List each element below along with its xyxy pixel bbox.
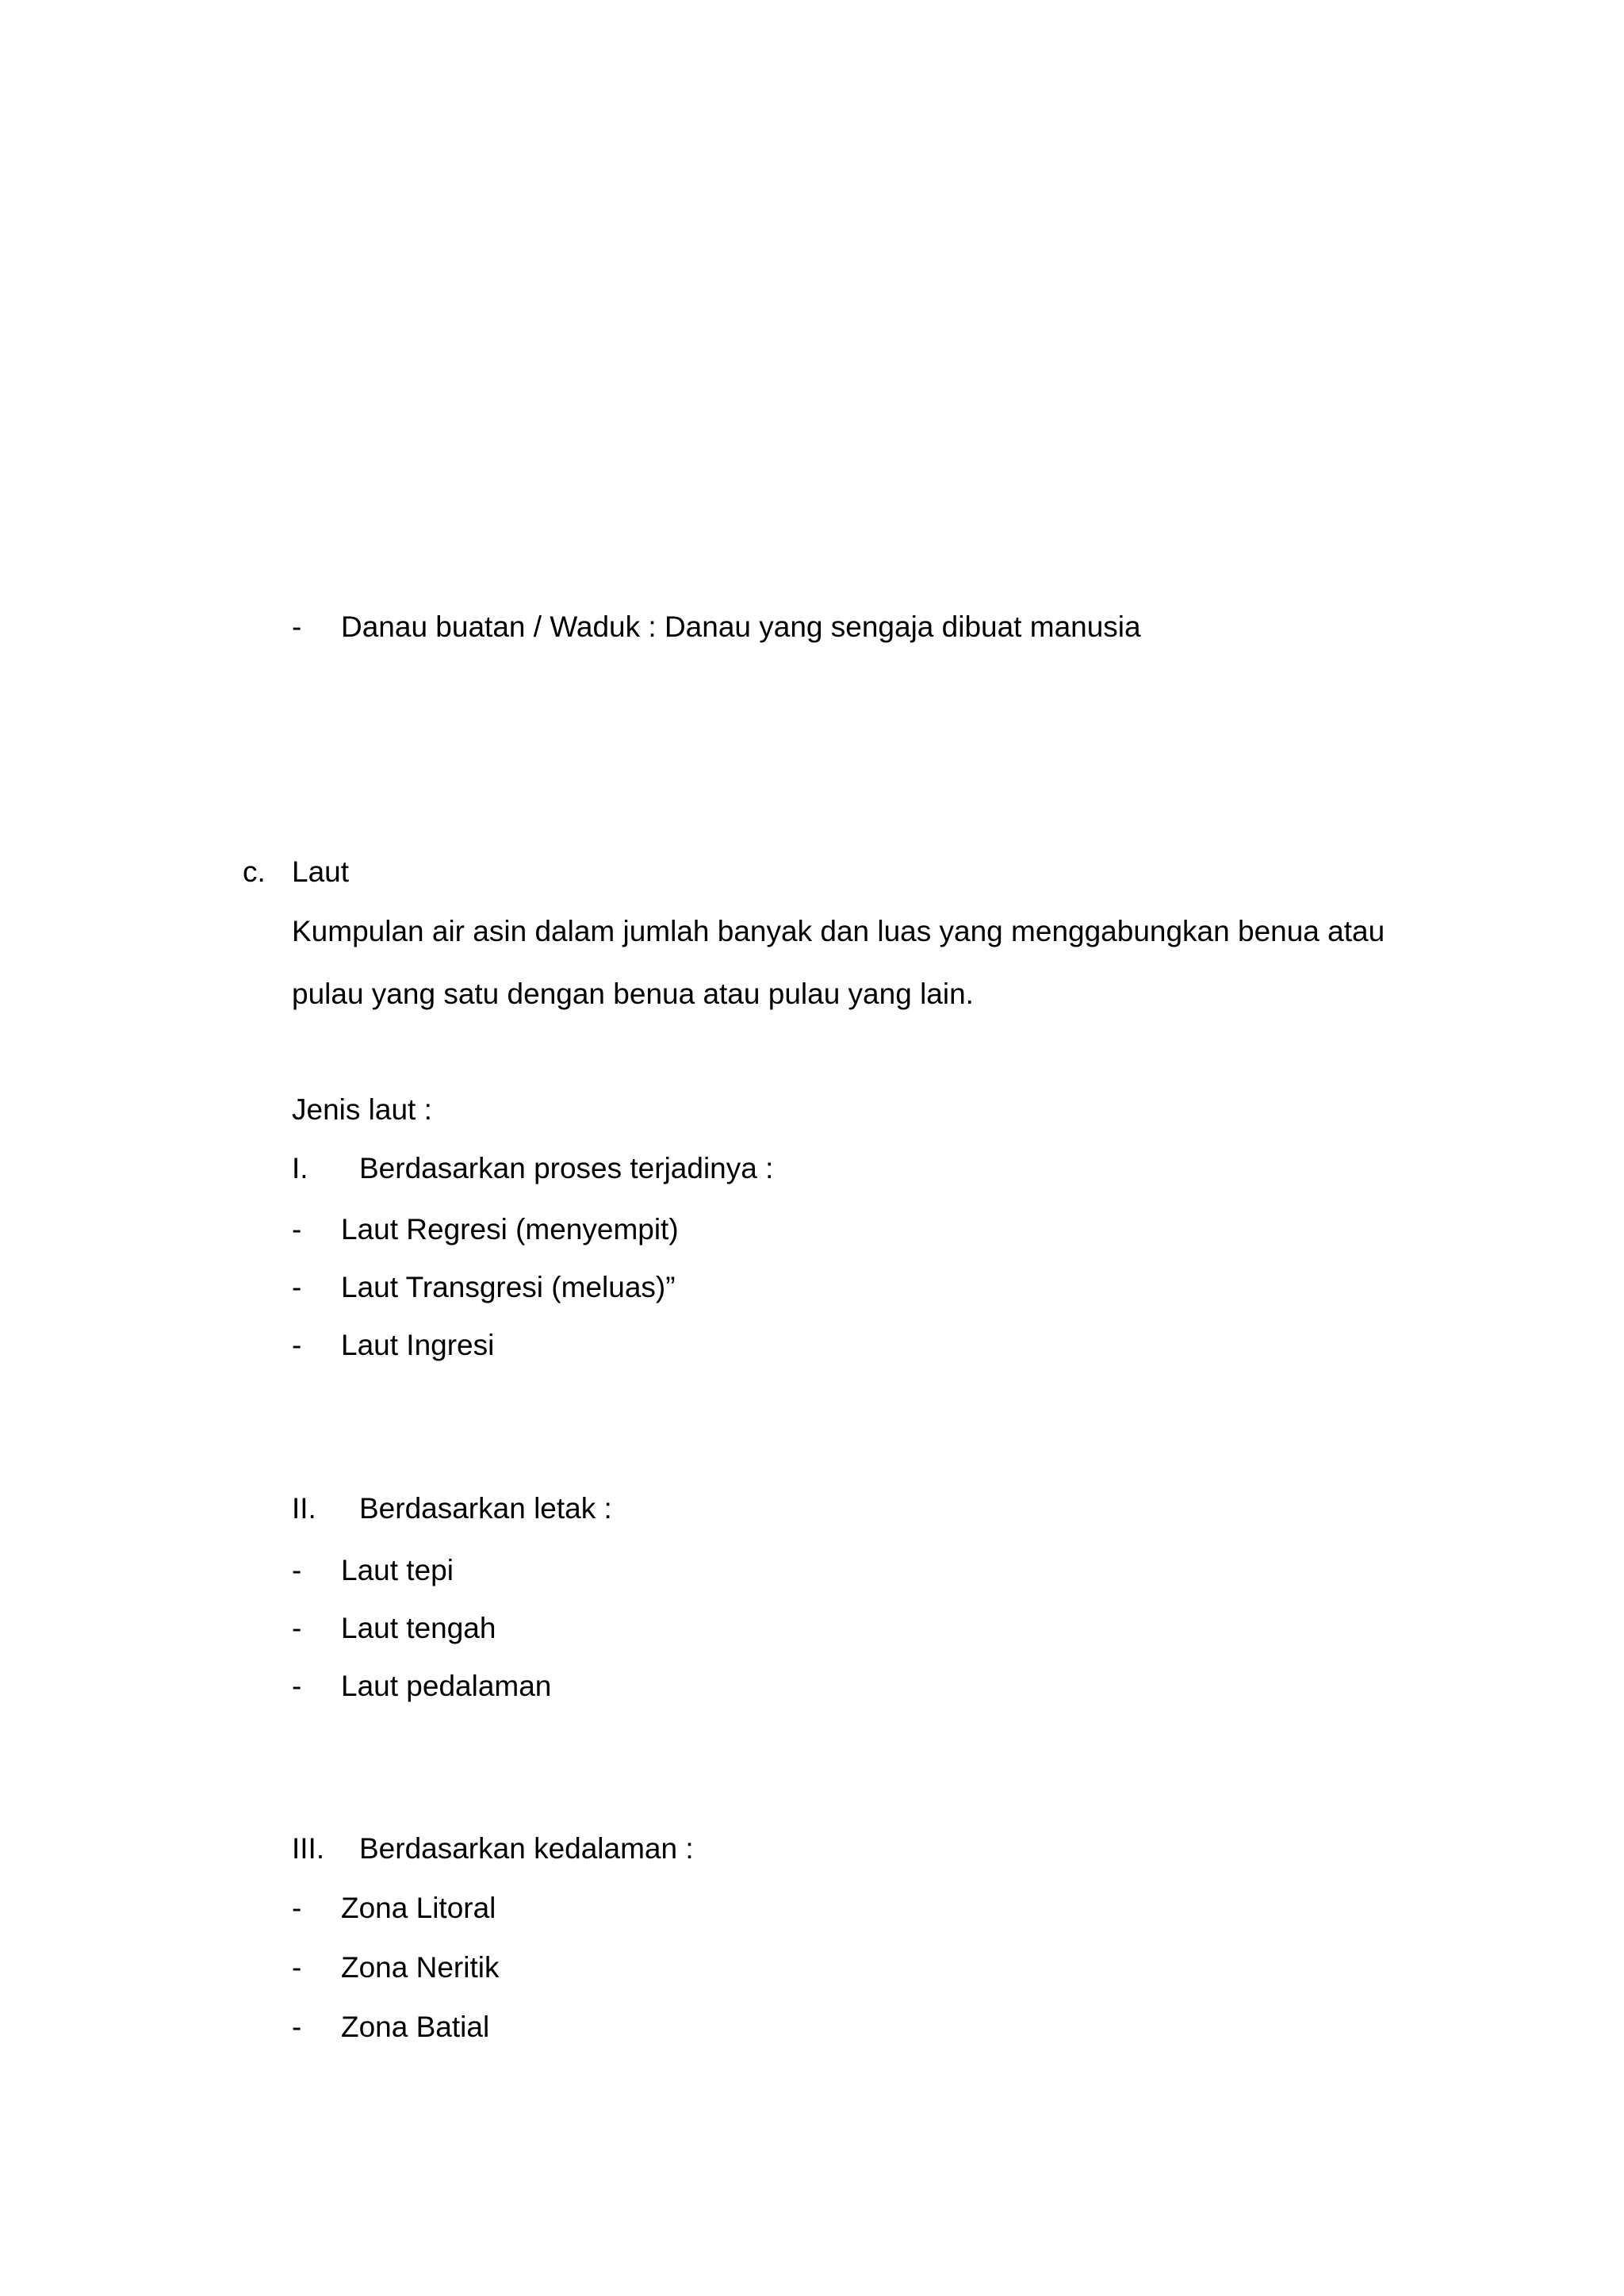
list-item: Laut Regresi (menyempit) bbox=[341, 1213, 679, 1246]
section-marker: c. bbox=[243, 855, 266, 888]
jenis-laut-heading: Jenis laut : bbox=[292, 1093, 432, 1126]
danau-buatan-item: Danau buatan / Waduk : Danau yang sengaja dibuat manusia bbox=[341, 610, 1141, 643]
list-bullet: - bbox=[292, 1213, 302, 1246]
list-bullet: - bbox=[292, 610, 302, 643]
list-item: Laut Transgresi (meluas)” bbox=[341, 1271, 676, 1303]
list-bullet: - bbox=[292, 2011, 302, 2043]
list-item: Laut pedalaman bbox=[341, 1670, 552, 1702]
list-item: Laut Ingresi bbox=[341, 1329, 495, 1361]
group-heading: Berdasarkan kedalaman : bbox=[359, 1832, 694, 1865]
list-bullet: - bbox=[292, 1951, 302, 1984]
section-title: Laut bbox=[292, 855, 350, 888]
list-bullet: - bbox=[292, 1670, 302, 1702]
list-item: Zona Batial bbox=[341, 2011, 490, 2043]
list-item: Zona Litoral bbox=[341, 1892, 496, 1924]
group-heading: Berdasarkan proses terjadinya : bbox=[359, 1152, 774, 1184]
list-bullet: - bbox=[292, 1554, 302, 1586]
list-bullet: - bbox=[292, 1612, 302, 1644]
list-item: Zona Neritik bbox=[341, 1951, 500, 1984]
definition-line-2: pulau yang satu dengan benua atau pulau yang lain. bbox=[292, 978, 974, 1010]
list-bullet: - bbox=[292, 1329, 302, 1361]
group-heading: Berdasarkan letak : bbox=[359, 1492, 612, 1525]
list-bullet: - bbox=[292, 1892, 302, 1924]
list-bullet: - bbox=[292, 1271, 302, 1303]
group-numeral: III. bbox=[292, 1832, 325, 1865]
definition-line-1: Kumpulan air asin dalam jumlah banyak dan luas yang menggabungkan benua atau bbox=[292, 915, 1385, 947]
list-item: Laut tepi bbox=[341, 1554, 454, 1586]
group-numeral: I. bbox=[292, 1152, 308, 1184]
list-item: Laut tengah bbox=[341, 1612, 496, 1644]
group-numeral: II. bbox=[292, 1492, 316, 1525]
